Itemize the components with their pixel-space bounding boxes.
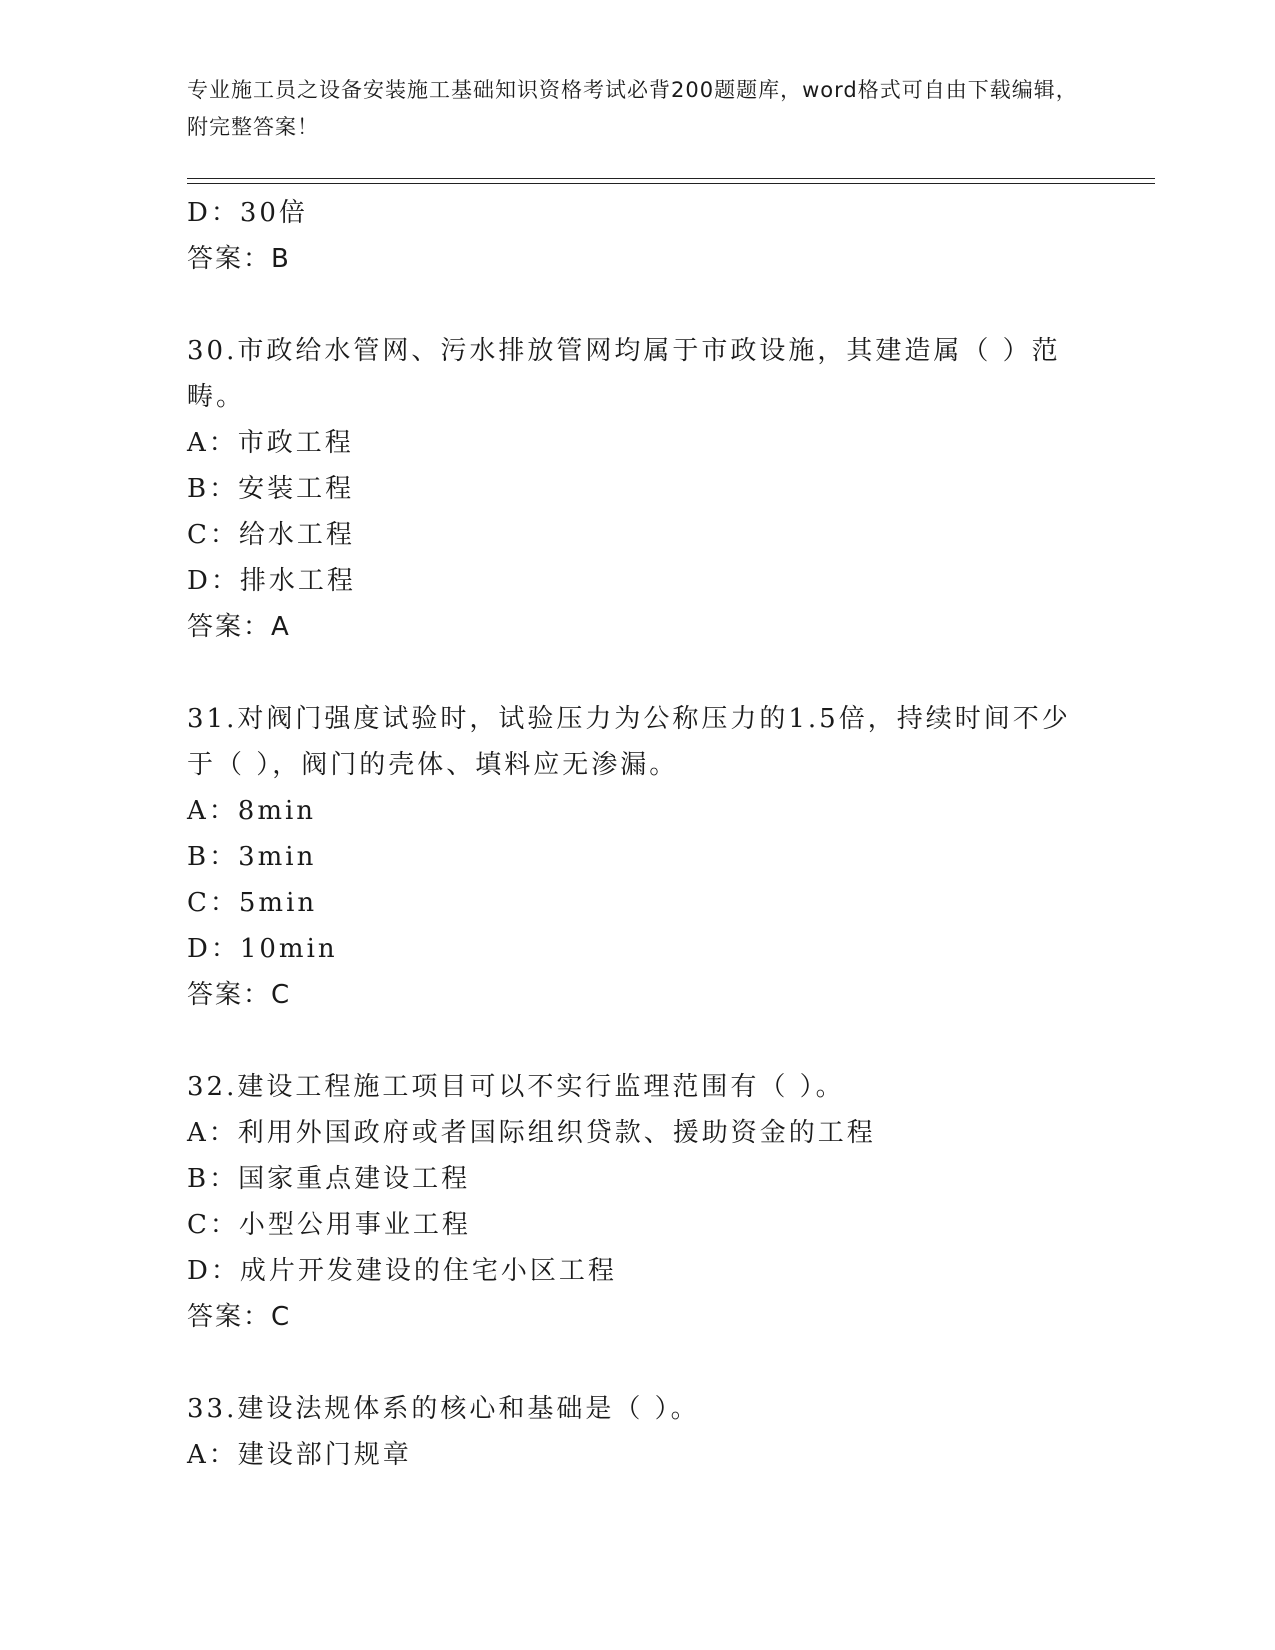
spacer <box>187 1340 1087 1386</box>
answer: 答案：C <box>187 980 292 1010</box>
question-30 <box>187 328 1087 650</box>
prev-answer: 答案：B <box>187 244 291 274</box>
option-d: D：排水工程 <box>187 566 356 596</box>
prev-option-d: D：30倍 <box>187 198 308 228</box>
question-31 <box>187 696 1087 1018</box>
spacer <box>187 282 1087 328</box>
option-c: C：小型公用事业工程 <box>187 1210 471 1240</box>
question-32 <box>187 1064 1087 1340</box>
option-a: A：8min <box>187 796 317 826</box>
spacer <box>187 1018 1087 1064</box>
document-body <box>187 190 1087 1478</box>
option-c: C：5min <box>187 888 318 918</box>
header-rule-top <box>187 178 1155 179</box>
spacer <box>187 650 1087 696</box>
question-33 <box>187 1386 1087 1478</box>
option-b: B：国家重点建设工程 <box>187 1164 471 1194</box>
question-stem: 31.对阀门强度试验时，试验压力为公称压力的1.5倍，持续时间不少于（ ），阀门的壳体、填料应无渗漏。 <box>187 704 1071 780</box>
option-d: D：10min <box>187 934 338 964</box>
option-b: B：3min <box>187 842 317 872</box>
option-a: A：市政工程 <box>187 428 354 458</box>
header-rule-bottom <box>187 183 1155 184</box>
question-stem: 33.建设法规体系的核心和基础是（ ）。 <box>187 1394 700 1424</box>
answer: 答案：A <box>187 612 291 642</box>
question-stem: 32.建设工程施工项目可以不实行监理范围有（ ）。 <box>187 1072 845 1102</box>
option-b: B：安装工程 <box>187 474 355 504</box>
option-a: A：建设部门规章 <box>187 1440 412 1470</box>
question-stem: 30.市政给水管网、污水排放管网均属于市政设施，其建造属（ ）范畴。 <box>187 336 1061 412</box>
option-c: C：给水工程 <box>187 520 355 550</box>
document-header: 专业施工员之设备安装施工基础知识资格考试必背200题题库，word格式可自由下载编辑，附完整答案！ <box>187 78 1078 139</box>
option-d: D：成片开发建设的住宅小区工程 <box>187 1256 617 1286</box>
option-a: A：利用外国政府或者国际组织贷款、援助资金的工程 <box>187 1118 876 1148</box>
answer: 答案：C <box>187 1302 292 1332</box>
